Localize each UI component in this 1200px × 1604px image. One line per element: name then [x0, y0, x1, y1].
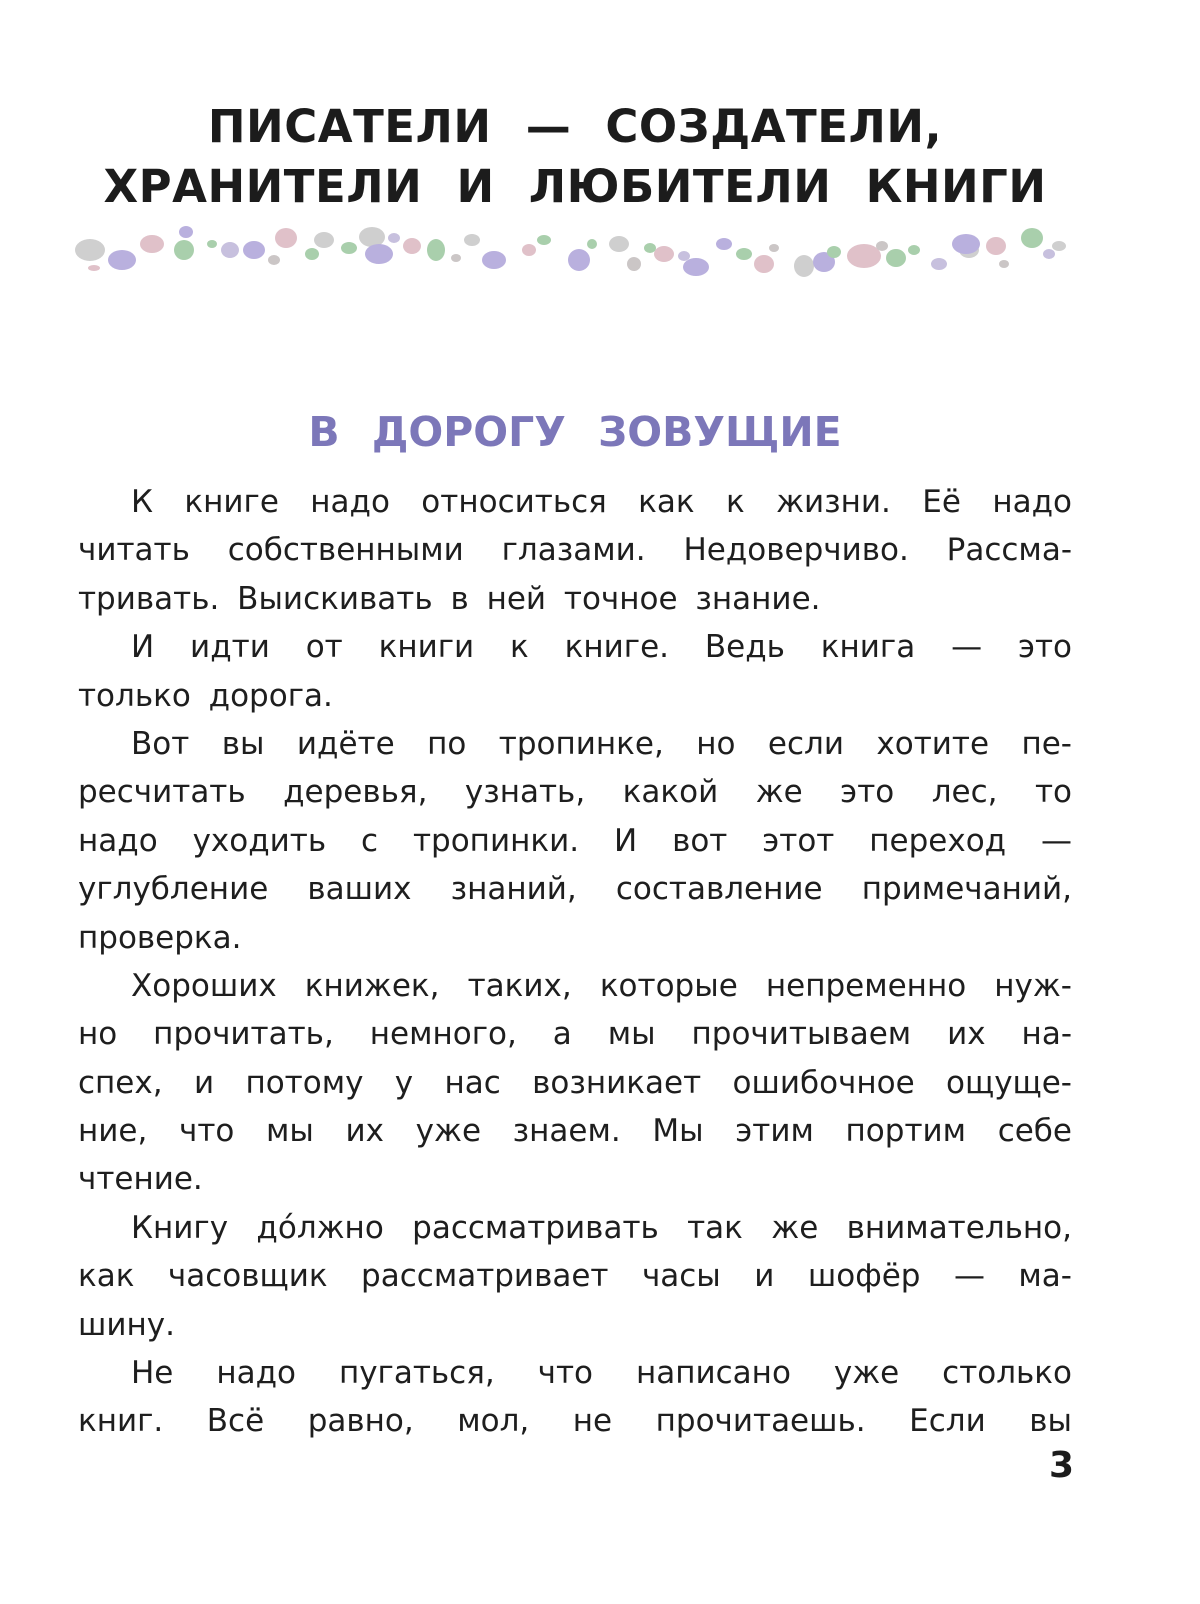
- text-line: И идти от книги к книге. Ведь книга — это: [131, 629, 1072, 666]
- text-line: Хороших книжек, таких, которые непременно нуж-: [131, 967, 1072, 1004]
- text-line: книг. Всё равно, мол, не прочитаешь. Если вы: [78, 1403, 1072, 1440]
- body-text: [78, 478, 1072, 1446]
- text-line: Не надо пугаться, что написано уже столько: [131, 1355, 1072, 1392]
- text-line: спех, и потому у нас возникает ошибочное ощуще-: [78, 1064, 1072, 1101]
- text-line: ние, что мы их уже знаем. Мы этим портим себе: [78, 1113, 1072, 1150]
- text-line: углубление ваших знаний, составление примечаний,: [78, 871, 1072, 908]
- page-number: 3: [1048, 1445, 1074, 1486]
- text-line: Книгу до́лжно рассматривать так же внимательно,: [131, 1209, 1072, 1246]
- text-line: ресчитать деревья, узнать, какой же это лес, то: [78, 774, 1072, 811]
- text-line: надо уходить с тропинки. И вот этот переход —: [78, 822, 1072, 859]
- chapter-title-line-1: ПИСАТЕЛИ — СОЗДАТЕЛИ,: [207, 100, 943, 153]
- text-line: проверка.: [78, 919, 242, 956]
- text-line: только дорога.: [78, 677, 333, 714]
- text-line: чтение.: [78, 1161, 203, 1198]
- text-line: шину.: [78, 1306, 175, 1343]
- text-line: читать собственными глазами. Недоверчиво. Рассма-: [78, 532, 1072, 569]
- section-title: В ДОРОГУ ЗОВУЩИЕ: [308, 408, 842, 456]
- text-line: но прочитать, немного, а мы прочитываем их на-: [78, 1016, 1072, 1053]
- chapter-title-line-2: ХРАНИТЕЛИ И ЛЮБИТЕЛИ КНИГИ: [103, 160, 1047, 213]
- text-line: Вот вы идёте по тропинке, но если хотите пе-: [131, 725, 1072, 762]
- text-line: К книге надо относиться как к жизни. Её надо: [131, 484, 1072, 520]
- pebble-border-decoration: [74, 220, 1076, 290]
- text-line: как часовщик рассматривает часы и шофёр — ма-: [78, 1258, 1072, 1295]
- text-line: тривать. Выискивать в ней точное знание.: [78, 580, 821, 617]
